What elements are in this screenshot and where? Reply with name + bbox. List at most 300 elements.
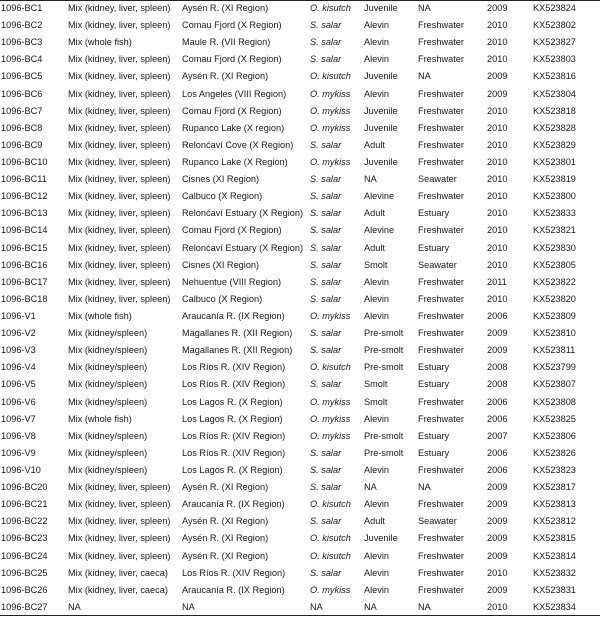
table-row bbox=[0, 136, 600, 153]
tissue-cell: Mix (whole fish) bbox=[68, 410, 182, 427]
species-cell: S. salar bbox=[310, 513, 364, 530]
location-cell: Los Ríos R. (XIV Region) bbox=[182, 427, 310, 444]
year-cell: 2009 bbox=[487, 0, 533, 17]
isolate-id-cell: 1096-BC7 bbox=[0, 102, 68, 119]
species-cell: O. mykiss bbox=[310, 581, 364, 598]
year-cell: 2009 bbox=[487, 342, 533, 359]
location-cell: Los Ríos R. (XIV Region) bbox=[182, 564, 310, 581]
environment-cell: NA bbox=[418, 68, 487, 85]
species-cell: S. salar bbox=[310, 17, 364, 34]
species-cell: S. salar bbox=[310, 256, 364, 273]
isolate-id-cell: 1096-BC24 bbox=[0, 547, 68, 564]
accession-cell: KX523831 bbox=[533, 581, 600, 598]
accession-cell: KX523827 bbox=[533, 34, 600, 51]
accession-cell: KX523813 bbox=[533, 496, 600, 513]
tissue-cell: Mix (kidney, liver, spleen) bbox=[68, 530, 182, 547]
accession-cell: KX523810 bbox=[533, 325, 600, 342]
table-row bbox=[0, 581, 600, 598]
environment-cell: Estuary bbox=[418, 359, 487, 376]
isolate-id-cell: 1096-V9 bbox=[0, 444, 68, 461]
environment-cell: Estuary bbox=[418, 205, 487, 222]
environment-cell: Freshwater bbox=[418, 34, 487, 51]
year-cell: 2009 bbox=[487, 85, 533, 102]
year-cell: 2009 bbox=[487, 479, 533, 496]
table-row bbox=[0, 188, 600, 205]
isolate-id-cell: 1096-BC1 bbox=[0, 0, 68, 17]
life-stage-cell: Alevin bbox=[364, 496, 418, 513]
species-cell: O. mykiss bbox=[310, 85, 364, 102]
year-cell: 2006 bbox=[487, 410, 533, 427]
location-cell: Cisnes (XI Region) bbox=[182, 256, 310, 273]
tissue-cell: Mix (kidney/spleen) bbox=[68, 376, 182, 393]
accession-cell: KX523800 bbox=[533, 188, 600, 205]
tissue-cell: Mix (kidney, liver, spleen) bbox=[68, 188, 182, 205]
tissue-cell: Mix (kidney, liver, spleen) bbox=[68, 136, 182, 153]
isolate-id-cell: 1096-BC23 bbox=[0, 530, 68, 547]
species-cell: S. salar bbox=[310, 136, 364, 153]
life-stage-cell: Alevine bbox=[364, 222, 418, 239]
environment-cell: Freshwater bbox=[418, 222, 487, 239]
location-cell: Calbuco (X Region) bbox=[182, 188, 310, 205]
year-cell: 2009 bbox=[487, 513, 533, 530]
isolate-id-cell: 1096-BC4 bbox=[0, 51, 68, 68]
table-row bbox=[0, 547, 600, 564]
life-stage-cell: Adult bbox=[364, 239, 418, 256]
species-cell: O. kisutch bbox=[310, 0, 364, 17]
tissue-cell: Mix (kidney, liver, caeca) bbox=[68, 564, 182, 581]
year-cell: 2008 bbox=[487, 376, 533, 393]
isolate-id-cell: 1096-V5 bbox=[0, 376, 68, 393]
year-cell: 2011 bbox=[487, 273, 533, 290]
life-stage-cell: Pre-smolt bbox=[364, 427, 418, 444]
table-row bbox=[0, 427, 600, 444]
year-cell: 2010 bbox=[487, 598, 533, 615]
isolate-id-cell: 1096-BC13 bbox=[0, 205, 68, 222]
life-stage-cell: Alevin bbox=[364, 85, 418, 102]
environment-cell: Freshwater bbox=[418, 342, 487, 359]
location-cell: Los Angeles (VIII Region) bbox=[182, 85, 310, 102]
table-row bbox=[0, 376, 600, 393]
table-row bbox=[0, 153, 600, 170]
life-stage-cell: Juvenile bbox=[364, 102, 418, 119]
accession-cell: KX523832 bbox=[533, 564, 600, 581]
location-cell: Relonćaví Estuary (X Region) bbox=[182, 239, 310, 256]
life-stage-cell: Pre-smolt bbox=[364, 359, 418, 376]
location-cell: Calbuco (X Region) bbox=[182, 290, 310, 307]
environment-cell: Freshwater bbox=[418, 119, 487, 136]
environment-cell: NA bbox=[418, 479, 487, 496]
environment-cell: Seawater bbox=[418, 171, 487, 188]
location-cell: Los Ríos R. (XIV Region) bbox=[182, 359, 310, 376]
year-cell: 2006 bbox=[487, 393, 533, 410]
life-stage-cell: Pre-smolt bbox=[364, 342, 418, 359]
location-cell: Los Lagos R. (X Region) bbox=[182, 410, 310, 427]
accession-cell: KX523819 bbox=[533, 171, 600, 188]
life-stage-cell: Alevin bbox=[364, 307, 418, 324]
location-cell: Comau Fjord (X Region) bbox=[182, 51, 310, 68]
environment-cell: Freshwater bbox=[418, 496, 487, 513]
table-row bbox=[0, 119, 600, 136]
environment-cell: Freshwater bbox=[418, 17, 487, 34]
tissue-cell: Mix (kidney, liver, spleen) bbox=[68, 273, 182, 290]
accession-cell: KX523828 bbox=[533, 119, 600, 136]
environment-cell: Estuary bbox=[418, 444, 487, 461]
location-cell: Cisnes (XI Region) bbox=[182, 171, 310, 188]
location-cell: Nehuentue (VIII Region) bbox=[182, 273, 310, 290]
isolate-id-cell: 1096-BC9 bbox=[0, 136, 68, 153]
year-cell: 2009 bbox=[487, 530, 533, 547]
tissue-cell: Mix (kidney, liver, spleen) bbox=[68, 68, 182, 85]
isolate-id-cell: 1096-BC10 bbox=[0, 153, 68, 170]
environment-cell: Estuary bbox=[418, 427, 487, 444]
tissue-cell: Mix (kidney/spleen) bbox=[68, 427, 182, 444]
life-stage-cell: Smolt bbox=[364, 376, 418, 393]
year-cell: 2009 bbox=[487, 581, 533, 598]
environment-cell: Freshwater bbox=[418, 85, 487, 102]
table-row bbox=[0, 239, 600, 256]
accession-cell: KX523806 bbox=[533, 427, 600, 444]
year-cell: 2010 bbox=[487, 119, 533, 136]
year-cell: 2009 bbox=[487, 547, 533, 564]
species-cell: O. kisutch bbox=[310, 68, 364, 85]
tissue-cell: Mix (kidney, liver, spleen) bbox=[68, 153, 182, 170]
environment-cell: Seawater bbox=[418, 256, 487, 273]
accession-cell: KX523822 bbox=[533, 273, 600, 290]
species-cell: O. mykiss bbox=[310, 427, 364, 444]
species-cell: S. salar bbox=[310, 205, 364, 222]
life-stage-cell: Juvenile bbox=[364, 153, 418, 170]
year-cell: 2006 bbox=[487, 444, 533, 461]
environment-cell: Freshwater bbox=[418, 290, 487, 307]
table-row bbox=[0, 171, 600, 188]
life-stage-cell: Alevin bbox=[364, 564, 418, 581]
location-cell: Relonćaví Cove (X Region) bbox=[182, 136, 310, 153]
tissue-cell: Mix (kidney, liver, spleen) bbox=[68, 85, 182, 102]
life-stage-cell: NA bbox=[364, 171, 418, 188]
life-stage-cell: NA bbox=[364, 598, 418, 615]
year-cell: 2010 bbox=[487, 136, 533, 153]
table-row bbox=[0, 0, 600, 17]
isolate-id-cell: 1096-V1 bbox=[0, 307, 68, 324]
year-cell: 2010 bbox=[487, 17, 533, 34]
accession-cell: KX523829 bbox=[533, 136, 600, 153]
isolate-id-cell: 1096-BC8 bbox=[0, 119, 68, 136]
year-cell: 2010 bbox=[487, 171, 533, 188]
table-row bbox=[0, 222, 600, 239]
accession-cell: KX523801 bbox=[533, 153, 600, 170]
tissue-cell: Mix (kidney, liver, spleen) bbox=[68, 119, 182, 136]
location-cell: Los Lagos R. (X Region) bbox=[182, 461, 310, 478]
year-cell: 2010 bbox=[487, 239, 533, 256]
isolate-id-cell: 1096-BC5 bbox=[0, 68, 68, 85]
tissue-cell: Mix (kidney, liver, spleen) bbox=[68, 547, 182, 564]
isolate-id-cell: 1096-BC17 bbox=[0, 273, 68, 290]
table-row bbox=[0, 256, 600, 273]
isolate-id-cell: 1096-BC26 bbox=[0, 581, 68, 598]
table-row bbox=[0, 496, 600, 513]
table-row bbox=[0, 17, 600, 34]
environment-cell: Freshwater bbox=[418, 393, 487, 410]
species-cell: O. mykiss bbox=[310, 410, 364, 427]
tissue-cell: Mix (kidney, liver, spleen) bbox=[68, 290, 182, 307]
species-cell: S. salar bbox=[310, 171, 364, 188]
location-cell: Rupanco Lake (X Region) bbox=[182, 153, 310, 170]
species-cell: S. salar bbox=[310, 325, 364, 342]
year-cell: 2010 bbox=[487, 222, 533, 239]
environment-cell: Freshwater bbox=[418, 410, 487, 427]
accession-cell: KX523816 bbox=[533, 68, 600, 85]
year-cell: 2010 bbox=[487, 564, 533, 581]
year-cell: 2010 bbox=[487, 153, 533, 170]
accession-cell: KX523817 bbox=[533, 479, 600, 496]
location-cell: Aysén R. (XI Region) bbox=[182, 547, 310, 564]
location-cell: Los Ríos R. (XIV Region) bbox=[182, 376, 310, 393]
tissue-cell: NA bbox=[68, 598, 182, 615]
tissue-cell: Mix (kidney, liver, spleen) bbox=[68, 513, 182, 530]
table-row bbox=[0, 461, 600, 478]
tissue-cell: Mix (whole fish) bbox=[68, 34, 182, 51]
species-cell: S. salar bbox=[310, 444, 364, 461]
life-stage-cell: Alevin bbox=[364, 461, 418, 478]
species-cell: S. salar bbox=[310, 479, 364, 496]
life-stage-cell: Adult bbox=[364, 205, 418, 222]
table-row bbox=[0, 393, 600, 410]
environment-cell: Estuary bbox=[418, 376, 487, 393]
tissue-cell: Mix (kidney, liver, spleen) bbox=[68, 222, 182, 239]
environment-cell: Freshwater bbox=[418, 188, 487, 205]
year-cell: 2007 bbox=[487, 427, 533, 444]
life-stage-cell: Alevine bbox=[364, 188, 418, 205]
isolate-id-cell: 1096-V8 bbox=[0, 427, 68, 444]
location-cell: Araucanía R. (IX Region) bbox=[182, 496, 310, 513]
table-row bbox=[0, 359, 600, 376]
accession-cell: KX523805 bbox=[533, 256, 600, 273]
isolate-id-cell: 1096-BC11 bbox=[0, 171, 68, 188]
isolate-id-cell: 1096-BC18 bbox=[0, 290, 68, 307]
species-cell: S. salar bbox=[310, 34, 364, 51]
table-row bbox=[0, 342, 600, 359]
location-cell: Magallanes R. (XII Region) bbox=[182, 325, 310, 342]
species-cell: O. kisutch bbox=[310, 530, 364, 547]
environment-cell: Freshwater bbox=[418, 307, 487, 324]
isolate-id-cell: 1096-V10 bbox=[0, 461, 68, 478]
isolate-id-cell: 1096-BC2 bbox=[0, 17, 68, 34]
accession-cell: KX523799 bbox=[533, 359, 600, 376]
isolate-id-cell: 1096-BC22 bbox=[0, 513, 68, 530]
environment-cell: Freshwater bbox=[418, 51, 487, 68]
location-cell: Maule R. (VII Region) bbox=[182, 34, 310, 51]
table-row bbox=[0, 598, 600, 615]
accession-cell: KX523821 bbox=[533, 222, 600, 239]
accession-cell: KX523802 bbox=[533, 17, 600, 34]
table-row bbox=[0, 68, 600, 85]
species-cell: S. salar bbox=[310, 188, 364, 205]
environment-cell: Freshwater bbox=[418, 530, 487, 547]
environment-cell: Freshwater bbox=[418, 461, 487, 478]
accession-cell: KX523825 bbox=[533, 410, 600, 427]
year-cell: 2009 bbox=[487, 68, 533, 85]
species-cell: S. salar bbox=[310, 342, 364, 359]
year-cell: 2010 bbox=[487, 102, 533, 119]
location-cell: Aysén R. (XI Region) bbox=[182, 513, 310, 530]
life-stage-cell: Alevin bbox=[364, 51, 418, 68]
location-cell: Aysén R. (XI Region) bbox=[182, 479, 310, 496]
species-cell: S. salar bbox=[310, 564, 364, 581]
accession-cell: KX523830 bbox=[533, 239, 600, 256]
life-stage-cell: Smolt bbox=[364, 256, 418, 273]
life-stage-cell: Juvenile bbox=[364, 68, 418, 85]
table-row bbox=[0, 102, 600, 119]
life-stage-cell: Alevin bbox=[364, 290, 418, 307]
tissue-cell: Mix (kidney, liver, spleen) bbox=[68, 205, 182, 222]
isolate-id-cell: 1096-BC12 bbox=[0, 188, 68, 205]
environment-cell: Freshwater bbox=[418, 153, 487, 170]
species-cell: S. salar bbox=[310, 273, 364, 290]
life-stage-cell: Alevin bbox=[364, 34, 418, 51]
table-row bbox=[0, 530, 600, 547]
table-row bbox=[0, 34, 600, 51]
tissue-cell: Mix (kidney/spleen) bbox=[68, 325, 182, 342]
location-cell: Aysén R. (XI Region) bbox=[182, 0, 310, 17]
tissue-cell: Mix (kidney, liver, spleen) bbox=[68, 0, 182, 17]
environment-cell: Estuary bbox=[418, 239, 487, 256]
species-cell: O. mykiss bbox=[310, 102, 364, 119]
table-row bbox=[0, 273, 600, 290]
year-cell: 2010 bbox=[487, 34, 533, 51]
tissue-cell: Mix (kidney/spleen) bbox=[68, 444, 182, 461]
life-stage-cell: Alevin bbox=[364, 273, 418, 290]
tissue-cell: Mix (whole fish) bbox=[68, 307, 182, 324]
accession-cell: KX523803 bbox=[533, 51, 600, 68]
location-cell: Araucanía R. (IX Region) bbox=[182, 581, 310, 598]
isolate-id-cell: 1096-BC20 bbox=[0, 479, 68, 496]
life-stage-cell: Pre-smolt bbox=[364, 444, 418, 461]
year-cell: 2010 bbox=[487, 51, 533, 68]
accession-cell: KX523804 bbox=[533, 85, 600, 102]
environment-cell: NA bbox=[418, 0, 487, 17]
table-row bbox=[0, 51, 600, 68]
life-stage-cell: Alevin bbox=[364, 410, 418, 427]
accession-cell: KX523824 bbox=[533, 0, 600, 17]
table-row bbox=[0, 290, 600, 307]
accession-cell: KX523834 bbox=[533, 598, 600, 615]
life-stage-cell: Adult bbox=[364, 513, 418, 530]
environment-cell: Freshwater bbox=[418, 325, 487, 342]
accession-cell: KX523809 bbox=[533, 307, 600, 324]
table-row bbox=[0, 85, 600, 102]
location-cell: Aysén R. (XI Region) bbox=[182, 68, 310, 85]
life-stage-cell: Adult bbox=[364, 136, 418, 153]
accession-cell: KX523815 bbox=[533, 530, 600, 547]
location-cell: Los Lagos R. (X Region) bbox=[182, 393, 310, 410]
location-cell: Los Ríos R. (XIV Region) bbox=[182, 444, 310, 461]
tissue-cell: Mix (kidney, liver, spleen) bbox=[68, 171, 182, 188]
accession-cell: KX523818 bbox=[533, 102, 600, 119]
isolate-id-cell: 1096-BC14 bbox=[0, 222, 68, 239]
accession-cell: KX523826 bbox=[533, 444, 600, 461]
tissue-cell: Mix (kidney, liver, spleen) bbox=[68, 256, 182, 273]
accession-cell: KX523823 bbox=[533, 461, 600, 478]
tissue-cell: Mix (kidney, liver, spleen) bbox=[68, 102, 182, 119]
table-row bbox=[0, 307, 600, 324]
environment-cell: Seawater bbox=[418, 513, 487, 530]
accession-cell: KX523807 bbox=[533, 376, 600, 393]
species-cell: S. salar bbox=[310, 239, 364, 256]
life-stage-cell: Juvenile bbox=[364, 530, 418, 547]
table-row bbox=[0, 325, 600, 342]
isolate-id-cell: 1096-V7 bbox=[0, 410, 68, 427]
tissue-cell: Mix (kidney/spleen) bbox=[68, 393, 182, 410]
isolate-id-cell: 1096-V3 bbox=[0, 342, 68, 359]
year-cell: 2006 bbox=[487, 461, 533, 478]
life-stage-cell: Alevin bbox=[364, 17, 418, 34]
tissue-cell: Mix (kidney/spleen) bbox=[68, 461, 182, 478]
year-cell: 2010 bbox=[487, 188, 533, 205]
year-cell: 2006 bbox=[487, 307, 533, 324]
accession-cell: KX523814 bbox=[533, 547, 600, 564]
location-cell: Comau Fjord (X Region) bbox=[182, 102, 310, 119]
location-cell: Rupanco Lake (X region) bbox=[182, 119, 310, 136]
table-row bbox=[0, 513, 600, 530]
environment-cell: NA bbox=[418, 598, 487, 615]
life-stage-cell: Pre-smolt bbox=[364, 325, 418, 342]
isolate-id-cell: 1096-BC15 bbox=[0, 239, 68, 256]
table-row bbox=[0, 205, 600, 222]
table-row bbox=[0, 479, 600, 496]
year-cell: 2010 bbox=[487, 205, 533, 222]
accession-cell: KX523811 bbox=[533, 342, 600, 359]
environment-cell: Freshwater bbox=[418, 102, 487, 119]
accession-cell: KX523808 bbox=[533, 393, 600, 410]
tissue-cell: Mix (kidney, liver, spleen) bbox=[68, 479, 182, 496]
species-cell: S. salar bbox=[310, 461, 364, 478]
isolate-id-cell: 1096-V4 bbox=[0, 359, 68, 376]
species-cell: O. mykiss bbox=[310, 307, 364, 324]
location-cell: Relonćaví Estuary (X Region) bbox=[182, 205, 310, 222]
isolate-id-cell: 1096-BC16 bbox=[0, 256, 68, 273]
species-cell: O. kisutch bbox=[310, 359, 364, 376]
tissue-cell: Mix (kidney/spleen) bbox=[68, 359, 182, 376]
accession-cell: KX523820 bbox=[533, 290, 600, 307]
species-cell: NA bbox=[310, 598, 364, 615]
tissue-cell: Mix (kidney, liver, spleen) bbox=[68, 17, 182, 34]
species-cell: O. kisutch bbox=[310, 547, 364, 564]
accession-cell: KX523812 bbox=[533, 513, 600, 530]
life-stage-cell: Alevin bbox=[364, 547, 418, 564]
life-stage-cell: NA bbox=[364, 479, 418, 496]
year-cell: 2009 bbox=[487, 325, 533, 342]
species-cell: O. mykiss bbox=[310, 393, 364, 410]
location-cell: Aysén R. (XI Region) bbox=[182, 530, 310, 547]
tissue-cell: Mix (kidney, liver, spleen) bbox=[68, 496, 182, 513]
tissue-cell: Mix (kidney/spleen) bbox=[68, 342, 182, 359]
year-cell: 2010 bbox=[487, 256, 533, 273]
location-cell: Comau Fjord (X Region) bbox=[182, 17, 310, 34]
isolate-id-cell: 1096-BC3 bbox=[0, 34, 68, 51]
table-row bbox=[0, 444, 600, 461]
isolate-id-cell: 1096-BC25 bbox=[0, 564, 68, 581]
species-cell: S. salar bbox=[310, 376, 364, 393]
species-cell: O. kisutch bbox=[310, 496, 364, 513]
tissue-cell: Mix (kidney, liver, spleen) bbox=[68, 239, 182, 256]
environment-cell: Freshwater bbox=[418, 547, 487, 564]
environment-cell: Freshwater bbox=[418, 564, 487, 581]
environment-cell: Freshwater bbox=[418, 136, 487, 153]
isolate-id-cell: 1096-V2 bbox=[0, 325, 68, 342]
species-cell: S. salar bbox=[310, 222, 364, 239]
isolate-id-cell: 1096-BC21 bbox=[0, 496, 68, 513]
location-cell: Araucanía R. (IX Region) bbox=[182, 307, 310, 324]
